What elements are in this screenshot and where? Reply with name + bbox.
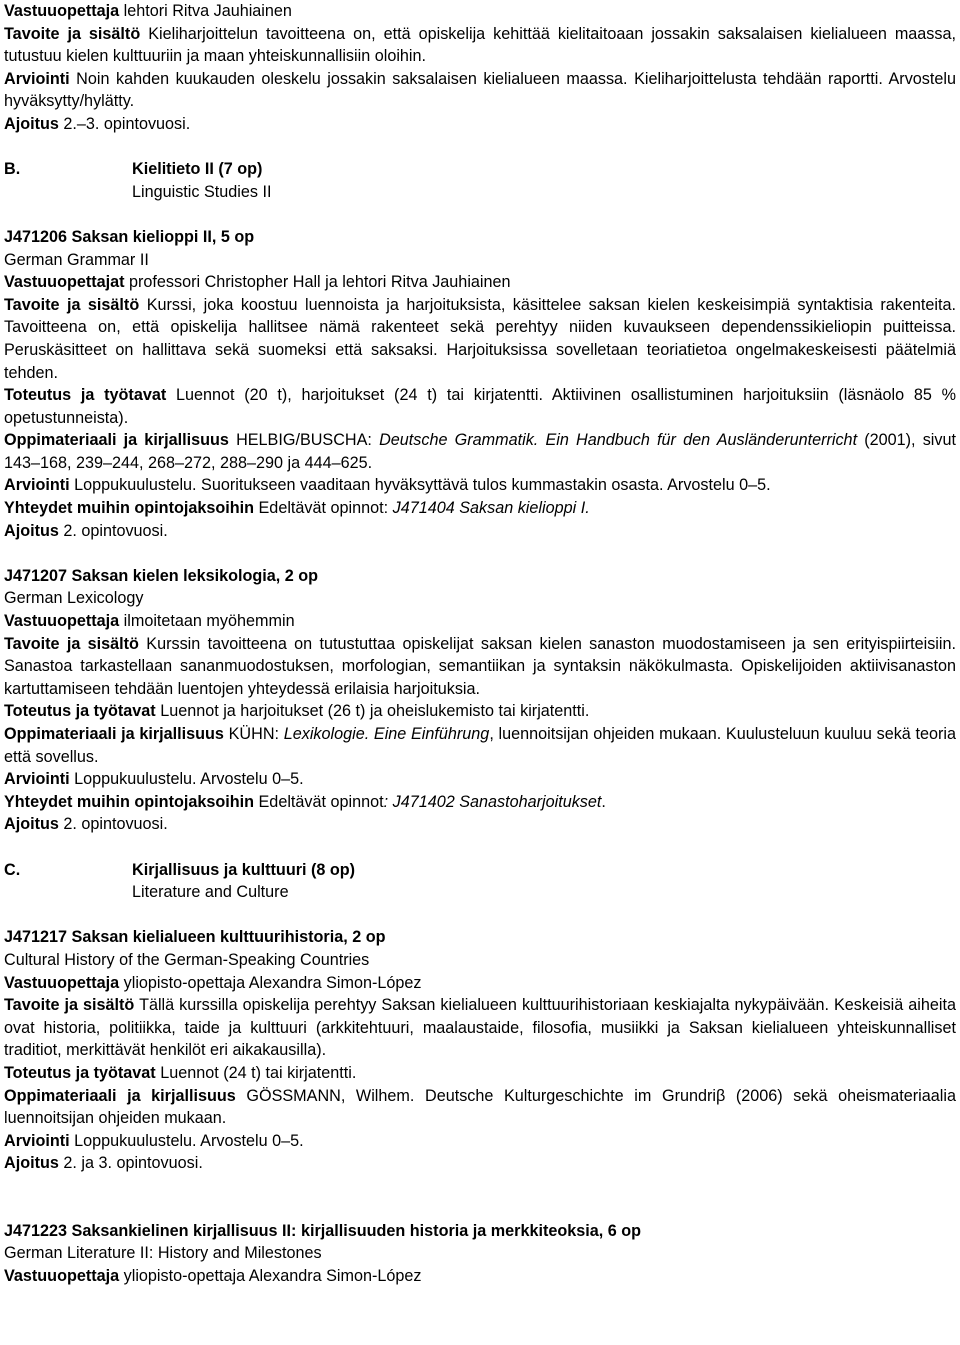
goal-content-paragraph: Tavoite ja sisältö Tällä kurssilla opiskelija perehtyy Saksan kielialueen kulttuurihistoriaan keskiajalta nykypäivään. Keskeisiä aiheita ovat historia, politiikka, taide ja kulttuuri (arkkitehtuuri, maalaustaide, filosofia, musiikki ja Saksan kielialueen yhteiskunnalliset traditiot, merkittävät henkilöt eri aikakausilla). xyxy=(4,996,956,1060)
goal-content-paragraph: Tavoite ja sisältö Kurssi, joka koostuu luennoista ja harjoituksista, käsittelee saksan kielen keskeisimpiä syntaktisia rakenteita. Tavoitteena on, että opiskelija hallitsee nämä rakenteet sekä perehtyy niiden kuvaukseen dependenssikieliopin puitteissa. Peruskäsitteet on hallittava sekä suomeksi että saksaksi. Harjoituksissa sovelletaan teoriatietoa ongelmakeskeisesti päätelmiä tehden. xyxy=(4,295,957,382)
assessment-paragraph: Arviointi Noin kahden kuukauden oleskelu jossakin saksalaisen kielialueen maassa. Kieliharjoittelusta tehdään raportti. Arvostelu hyväksytty/hylätty. xyxy=(4,69,956,111)
section-subtitle: Literature and Culture xyxy=(132,883,289,902)
goal-content-paragraph: Tavoite ja sisältö Kurssin tavoitteena on tutustuttaa opiskelijat saksan kielen sanaston muodostamiseen ja sen erityispiirteisiin. Sanastoa tarkastellaan sananmuodostuksen, morfologian, semantiikan ja syntaksin näkökulmasta. Opiskelijoiden aktiivisanaston kartuttamiseen tehdään luentojen yhteydessä erilaisia harjoituksia. xyxy=(4,634,956,698)
responsible-teacher-line: Vastuuopettaja yliopisto-opettaja Alexandra Simon-López xyxy=(4,1267,422,1286)
course-english-title: German Literature II: History and Milestones xyxy=(4,1244,322,1263)
course-title: J471207 Saksan kielen leksikologia, 2 op xyxy=(4,566,319,585)
section-title: Kirjallisuus ja kulttuuri (8 op) xyxy=(132,860,356,879)
implementation-paragraph: Toteutus ja työtavat Luennot (24 t) tai kirjatentti. xyxy=(4,1063,357,1082)
course-english-title: German Grammar II xyxy=(4,250,149,269)
section-title: Kielitieto II (7 op) xyxy=(132,160,263,179)
prerequisites-line: Yhteydet muihin opintojaksoihin Edeltävät opinnot: J471402 Sanastoharjoitukset. xyxy=(4,792,606,811)
responsible-teacher-line: Vastuuopettaja lehtori Ritva Jauhiainen xyxy=(4,2,292,20)
timing-line: Ajoitus 2. opintovuosi. xyxy=(4,521,168,540)
assessment-paragraph: Arviointi Loppukuulustelu. Arvostelu 0–5. xyxy=(4,770,304,789)
course-title: J471206 Saksan kielioppi II, 5 op xyxy=(4,227,255,246)
responsible-teacher-line: Vastuuopettajat professori Christopher Hall ja lehtori Ritva Jauhiainen xyxy=(4,273,511,292)
course-title: J471223 Saksankielinen kirjallisuus II: kirjallisuuden historia ja merkkiteoksia, 6 op xyxy=(4,1221,642,1240)
timing-line: Ajoitus 2. ja 3. opintovuosi. xyxy=(4,1154,203,1173)
section-letter: B. xyxy=(4,160,21,179)
materials-paragraph: Oppimateriaali ja kirjallisuus GÖSSMANN, Wilhem. Deutsche Kulturgeschichte im Grundriβ (2006) sekä oheismateriaalia luennoitsijan ohjeiden mukaan. xyxy=(4,1086,956,1128)
materials-paragraph: Oppimateriaali ja kirjallisuus HELBIG/BUSCHA: Deutsche Grammatik. Ein Handbuch für den Ausländerunterricht (2001), sivut 143–168, 239–244, 268–272, 288–290 ja 444–625. xyxy=(4,431,956,472)
assessment-paragraph: Arviointi Loppukuulustelu. Arvostelu 0–5. xyxy=(4,1131,304,1150)
timing-line: Ajoitus 2.–3. opintovuosi. xyxy=(4,114,191,133)
timing-line: Ajoitus 2. opintovuosi. xyxy=(4,815,168,834)
section-heading-c xyxy=(4,859,956,904)
implementation-paragraph: Toteutus ja työtavat Luennot ja harjoitukset (26 t) ja oheislukemisto tai kirjatentti. xyxy=(4,702,590,721)
section-subtitle: Linguistic Studies II xyxy=(132,182,272,201)
implementation-paragraph: Toteutus ja työtavat Luennot (20 t), harjoitukset (24 t) tai kirjatentti. Aktiivinen osallistuminen harjoituksiin (läsnäolo 85 % opetustunneista). xyxy=(4,386,956,427)
course-english-title: Cultural History of the German-Speaking Countries xyxy=(4,950,370,969)
assessment-paragraph: Arviointi Loppukuulustelu. Suoritukseen vaaditaan hyväksyttävä tulos kummastakin osasta. Arvostelu 0–5. xyxy=(4,476,771,495)
prerequisites-line: Yhteydet muihin opintojaksoihin Edeltävät opinnot: J471404 Saksan kielioppi I. xyxy=(4,499,590,518)
section-letter: C. xyxy=(4,860,21,879)
responsible-teacher-line: Vastuuopettaja ilmoitetaan myöhemmin xyxy=(4,612,295,631)
course-english-title: German Lexicology xyxy=(4,589,144,608)
course-title: J471217 Saksan kielialueen kulttuurihistoria, 2 op xyxy=(4,928,386,947)
materials-paragraph: Oppimateriaali ja kirjallisuus KÜHN: Lexikologie. Eine Einführung, luennoitsijan ohjeiden mukaan. Kuulusteluun kuuluu sekä teoria että sovellus. xyxy=(4,725,956,766)
responsible-teacher-line: Vastuuopettaja yliopisto-opettaja Alexandra Simon-López xyxy=(4,973,422,992)
section-heading-b xyxy=(4,158,956,203)
goal-content-paragraph: Tavoite ja sisältö Kieliharjoittelun tavoitteena on, että opiskelija kehittää kielitaitoaan jossakin saksalaisen kielialueen maassa, tutustuu kielen kulttuuriin ja maan yhteiskunnallisiin oloihin. xyxy=(4,24,956,66)
